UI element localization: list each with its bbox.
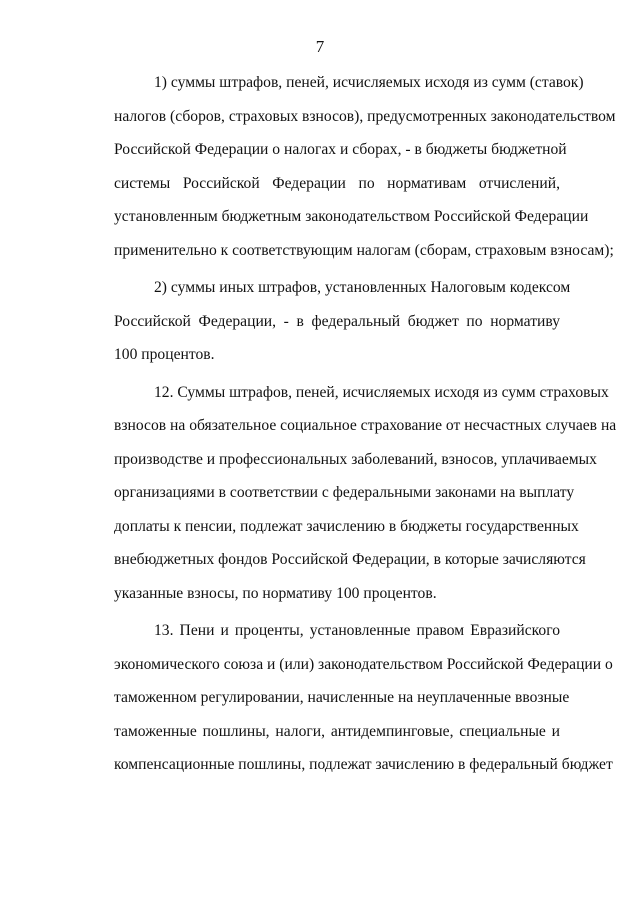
paragraph-line: производстве и профессиональных заболеваний, взносов, уплачиваемых — [114, 450, 597, 468]
paragraph-line: 12. Суммы штрафов, пеней, исчисляемых исходя из сумм страховых — [154, 383, 609, 401]
paragraph-1-sums-of-fines — [78, 66, 616, 267]
paragraph-line: компенсационные пошлины, подлежат зачислению в федеральный бюджет — [114, 756, 613, 773]
paragraph-line: указанные взносы, по нормативу 100 процентов. — [114, 584, 437, 602]
paragraph-line: налогов (сборов, страховых взносов), предусмотренных законодательством — [114, 107, 616, 125]
paragraph-line: Российской Федерации, - в федеральный бюджет по нормативу — [114, 312, 560, 330]
document-body — [78, 66, 617, 782]
paragraph-line: экономического союза и (или) законодательством Российской Федерации о — [114, 655, 613, 673]
paragraph-line: установленным бюджетным законодательством Российской Федерации — [114, 208, 589, 225]
paragraph-line: системы Российской Федерации по нормативам отчислений, — [114, 174, 560, 192]
paragraph-13-customs-penalties — [78, 614, 613, 782]
paragraph-line: 100 процентов. — [114, 346, 215, 363]
paragraph-line: взносов на обязательное социальное страхование от несчастных случаев на — [114, 417, 617, 434]
paragraph-line: организациями в соответствии с федеральными законами на выплату — [114, 484, 575, 501]
paragraph-line: таможенном регулировании, начисленные на неуплаченные ввозные — [114, 689, 570, 706]
paragraph-line: применительно к соответствующим налогам (сборам, страховым взносам); — [114, 241, 614, 259]
paragraph-line: 13. Пени и проценты, установленные правом Евразийского — [154, 622, 560, 639]
paragraph-line: таможенные пошлины, налоги, антидемпинговые, специальные и — [114, 722, 560, 740]
paragraph-line: 2) суммы иных штрафов, установленных Налоговым кодексом — [154, 279, 571, 296]
paragraph-line: 1) суммы штрафов, пеней, исчисляемых исходя из сумм (ставок) — [154, 74, 584, 91]
paragraph-line: внебюджетных фондов Российской Федерации, в которые зачисляются — [114, 551, 586, 568]
paragraph-line: доплаты к пенсии, подлежат зачислению в бюджеты государственных — [114, 517, 579, 535]
page-number: 7 — [315, 37, 325, 56]
paragraph-line: Российской Федерации о налогах и сборах, - в бюджеты бюджетной — [114, 141, 567, 158]
paragraph-2-other-fines — [78, 271, 571, 372]
paragraph-12-insurance-fines — [78, 376, 617, 611]
